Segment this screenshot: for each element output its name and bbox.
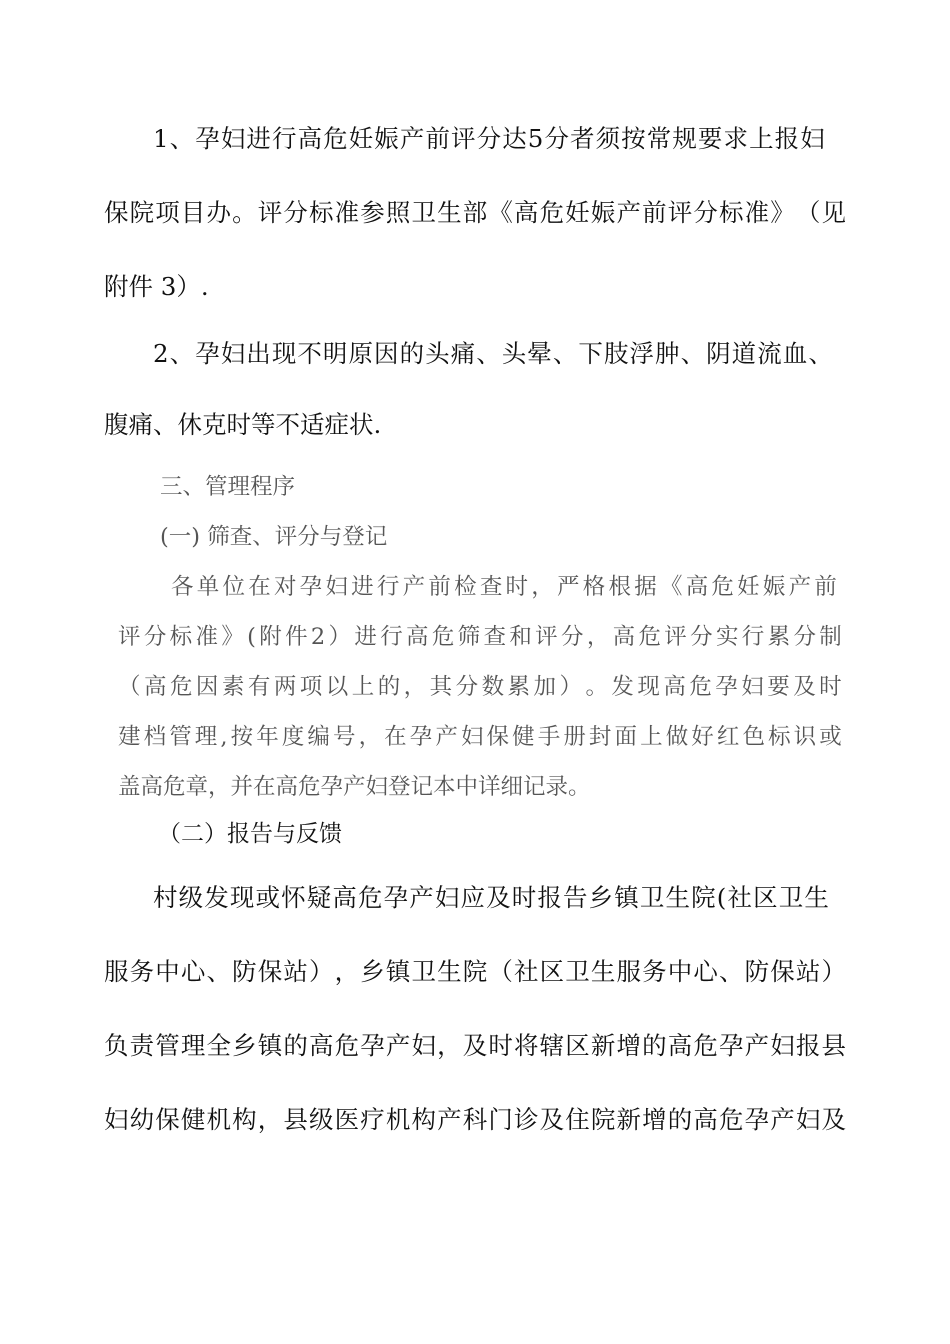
sub1-line3: （ 高 危 因 素 有 两 项 以 上 的 ， 其 分 数 累 加 ） 。 发 现 高 危 孕 妇 要 及 时 (118, 674, 842, 700)
section3-heading: 三、管理程序 (160, 474, 296, 500)
item1-line1: 1 、 孕 妇 进 行 高 危 妊 娠 产 前 评 分 达 5 分 者 须 按 常 规 要 求 上 报 妇 (153, 124, 825, 153)
sub2-line4: 妇 幼 保 健 机 构 ， 县 级 医 疗 机 构 产 科 门 诊 及 住 院 新 增 的 高 危 孕 产 妇 及 (104, 1105, 846, 1134)
item2-line2: 腹痛、休克时等不适症状. (104, 410, 382, 439)
sub1-line5: 盖高危章，并在高危孕产妇登记本中详细记录。 (118, 774, 591, 800)
item2-line1: 2 、 孕 妇 出 现 不 明 原 因 的 头 痛 、 头 晕 、 下 肢 浮 肿 、 阴 道 流 血 、 (153, 339, 833, 368)
sub1-line1: 各 单 位 在 对 孕 妇 进 行 产 前 检 查 时 ， 严 格 根 据 《 高 危 妊 娠 产 前 (171, 574, 837, 600)
sub2-line2: 服 务 中 心 、 防 保 站 ） ， 乡 镇 卫 生 院 （ 社 区 卫 生 服 务 中 心 、 防 保 站 ） (104, 957, 846, 986)
sub2-heading: （二）报告与反馈 (158, 821, 342, 847)
item1-line3: 附件 3）. (104, 272, 209, 301)
sub1-line2: 评 分 标 准 》 ( 附 件 2 ） 进 行 高 危 筛 查 和 评 分 ， 高 危 评 分 实 行 累 分 制 (118, 624, 842, 650)
sub1-line4: 建 档 管 理 , 按 年 度 编 号 ， 在 孕 产 妇 保 健 手 册 封 面 上 做 好 红 色 标 识 或 (118, 724, 842, 750)
sub2-line3: 负 责 管 理 全 乡 镇 的 高 危 孕 产 妇 ， 及 时 将 辖 区 新 增 的 高 危 孕 产 妇 报 县 (104, 1031, 846, 1060)
item1-line2: 保 院 项 目 办 。 评 分 标 准 参 照 卫 生 部 《 高 危 妊 娠 产 前 评 分 标 准 》 （ 见 (104, 198, 846, 227)
sub2-line1: 村 级 发 现 或 怀 疑 高 危 孕 产 妇 应 及 时 报 告 乡 镇 卫 生 院 ( 社 区 卫 生 (153, 883, 829, 912)
sub1-heading: (一) 筛查、评分与登记 (160, 524, 388, 550)
